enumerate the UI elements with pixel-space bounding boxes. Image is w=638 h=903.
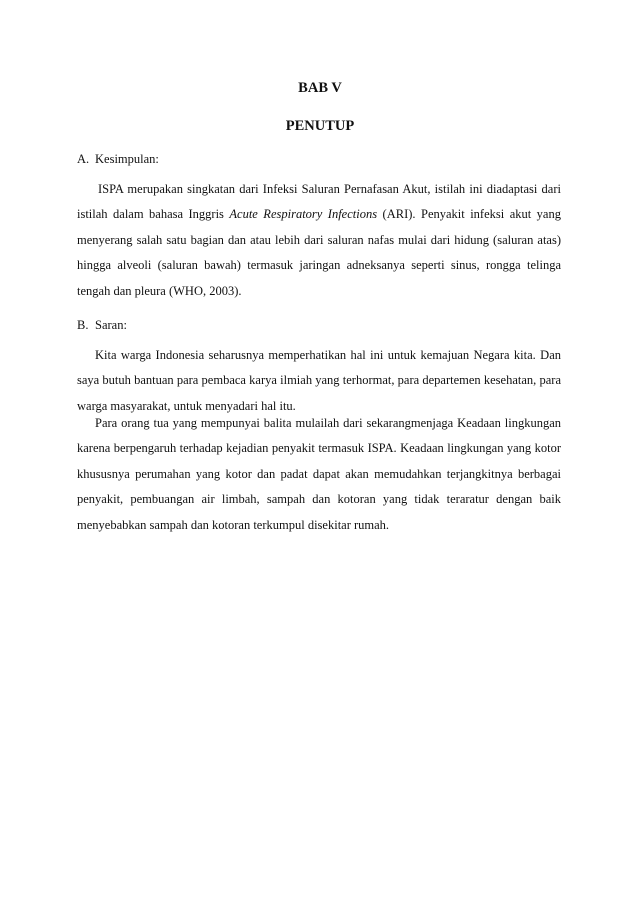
section-heading-saran: [77, 318, 127, 333]
conclusion-paragraph: [77, 177, 561, 304]
paragraph-text: (ARI). Penyakit infeksi akut yang menyerang salah satu bagian dan atau lebih dari saluran nafas mulai dari hidung (saluran atas) hingga alveoli (saluran bawah) termasuk jaringan adneksanya seperti sinus, rongga telinga tengah dan pleura (WHO, 2003).: [77, 207, 561, 298]
section-title: Saran:: [95, 318, 127, 332]
paragraph-text: ISPA merupakan singkatan dari Infeksi Saluran Pernafasan Akut, istilah ini diadaptasi dari istilah dalam bahasa Inggris: [77, 182, 561, 222]
section-title: Kesimpulan:: [95, 152, 159, 166]
suggestion-paragraph-2: Para orang tua yang mempunyai balita mulailah dari sekarangmenjaga Keadaan lingkungan karena berpengaruh terhadap kejadian penyakit termasuk ISPA. Keadaan lingkungan yang kotor khususnya perumahan yang kotor dan padat dapat akan memudahkan terjangkitnya berbagai penyakit, pembuangan air limbah, sampah dan kotoran yang tidak teraratur dengan baik menyebabkan sampah dan kotoran terkumpul disekitar rumah.: [77, 416, 561, 532]
paragraph-italic-term: Acute Respiratory Infections: [229, 207, 378, 222]
chapter-title: PENUTUP: [285, 118, 355, 134]
section-heading-kesimpulan: [77, 152, 159, 167]
chapter-number: BAB V: [298, 80, 342, 96]
suggestion-paragraph-1: Kita warga Indonesia seharusnya memperhatikan hal ini untuk kemajuan Negara kita. Dan saya butuh bantuan para pembaca karya ilmiah yang terhormat, para departemen kesehatan, para warga masyarakat, untuk menyadari hal itu.: [77, 348, 561, 413]
section-letter: A.: [77, 152, 90, 166]
section-letter: B.: [77, 318, 89, 332]
